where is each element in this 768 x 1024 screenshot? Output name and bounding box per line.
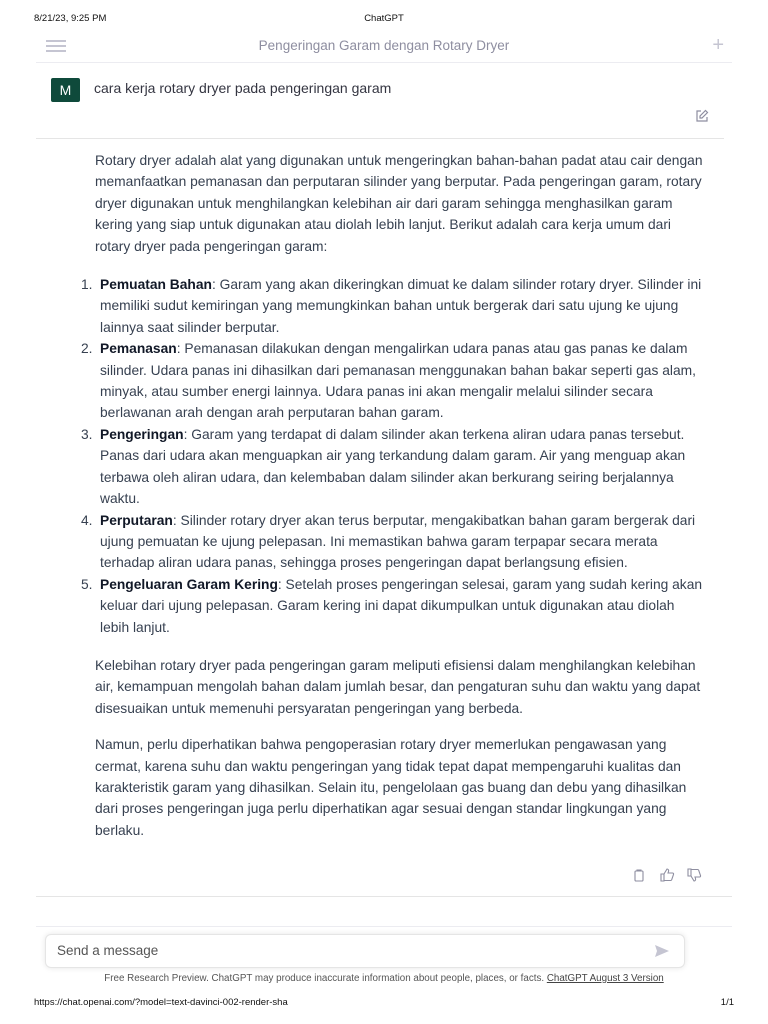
chat-topbar bbox=[36, 32, 732, 63]
step-text: : Garam yang terdapat di dalam silinder akan terkena aliran udara panas tersebut. Panas dari udara akan menguapkan air yang terkandung dalam garam. Air yang menguap akan terbawa oleh aliran udara, dan kelembaban dalam silinder akan berkurang seiring berjalannya waktu. bbox=[100, 426, 686, 507]
message-input[interactable] bbox=[45, 934, 685, 968]
divider bbox=[36, 926, 732, 927]
step-text: : Setelah proses pengeringan selesai, garam yang sudah kering akan keluar dari ujung pelepasan. Garam kering ini dapat dikumpulkan untuk digunakan atau diolah lebih lanjut. bbox=[100, 576, 703, 635]
step-text: : Garam yang akan dikeringkan dimuat ke dalam silinder rotary dryer. Silinder ini memiliki sudut kemiringan yang memungkinkan bahan untuk bergerak dari satu ujung ke ujung lainnya saat silinder berputar. bbox=[100, 277, 702, 335]
list-number: 2. bbox=[81, 341, 93, 357]
print-header bbox=[34, 13, 734, 27]
list-item bbox=[81, 338, 707, 424]
print-title: ChatGPT bbox=[364, 13, 404, 24]
footer-disclaimer bbox=[0, 973, 768, 984]
step-title: Pemanasan bbox=[100, 341, 177, 357]
conversation-title: Pengeringan Garam dengan Rotary Dryer bbox=[258, 38, 510, 53]
assistant-paragraph: Kelebihan rotary dryer pada pengeringan garam meliputi efisiensi dalam menghilangkan kelebihan air, kemampuan mengolah bahan dalam jumlah besar, dan pengaturan suhu dan waktu yang dapat disesuaikan untuk memenuhi persyaratan pengeringan yang berbeda. bbox=[95, 657, 701, 716]
list-number: 5. bbox=[81, 576, 93, 592]
thumbs-up-icon[interactable] bbox=[660, 868, 676, 884]
plus-icon[interactable]: + bbox=[712, 34, 724, 56]
step-text: : Silinder rotary dryer akan terus berputar, mengakibatkan bahan garam bergerak dari ujung pemuatan ke ujung pelepasan. Ini memastikan bahwa garam terpapar secara merata terhadap aliran udara panas, sehingga proses pengeringan dapat berlangsung efisien. bbox=[100, 512, 696, 571]
list-item bbox=[81, 274, 707, 338]
divider bbox=[36, 896, 732, 897]
user-message-text: cara kerja rotary dryer pada pengeringan garam bbox=[94, 80, 392, 96]
assistant-paragraph: Namun, perlu diperhatikan bahwa pengoperasian rotary dryer memerlukan pengawasan yang cermat, karena suhu dan waktu pengeringan yang tidak tepat dapat mempengaruhi kualitas dan karakteristik garam yang dihasilkan. Selain itu, pengelolaan gas buang dan debu yang dihasilkan dari proses pengeringan juga perlu diperhatikan agar sesuai dengan standar lingkungan yang berlaku. bbox=[95, 737, 687, 838]
step-text: : Pemanasan dilakukan dengan mengalirkan udara panas atau gas panas ke dalam silinder. Udara panas ini dihasilkan dari pemanasan menggunakan bahan bakar seperti gas alam, minyak, atau sumber energi lainnya. Udara panas ini akan mengalir melalui silinder secara berlawanan arah dengan arah perputaran bahan garam. bbox=[100, 341, 696, 421]
list-number: 1. bbox=[81, 277, 93, 293]
print-footer bbox=[34, 997, 734, 1011]
assistant-message bbox=[81, 150, 707, 856]
list-item bbox=[81, 574, 707, 638]
page-number: 1/1 bbox=[720, 997, 734, 1008]
list-number: 3. bbox=[81, 426, 93, 442]
list-item bbox=[81, 424, 707, 510]
steps-list bbox=[81, 274, 707, 638]
print-url: https://chat.openai.com/?model=text-davinci-002-render-sha bbox=[34, 997, 288, 1008]
step-title: Pemuatan Bahan bbox=[100, 277, 212, 293]
copy-icon[interactable] bbox=[632, 868, 648, 884]
avatar: M bbox=[51, 78, 80, 102]
thumbs-down-icon[interactable] bbox=[687, 868, 703, 884]
user-message bbox=[36, 66, 724, 139]
message-input-placeholder: Send a message bbox=[57, 943, 159, 958]
assistant-intro: Rotary dryer adalah alat yang digunakan untuk mengeringkan bahan-bahan padat atau cair dengan memanfaatkan pemanasan dan perputaran silinder yang berputar. Pada pengeringan garam, rotary dryer digunakan untuk menghilangkan kelebihan air dari garam sehingga menghasilkan garam kering yang siap untuk digunakan atau diolah lebih lanjut. Berikut adalah cara kerja umum dari rotary dryer pada pengeringan garam: bbox=[95, 153, 703, 254]
send-icon[interactable] bbox=[654, 944, 670, 958]
edit-icon[interactable] bbox=[694, 108, 710, 124]
step-title: Perputaran bbox=[100, 512, 173, 528]
version-link[interactable]: ChatGPT August 3 Version bbox=[546, 973, 664, 984]
print-datetime: 8/21/23, 9:25 PM bbox=[34, 13, 107, 24]
list-item bbox=[81, 510, 707, 574]
step-title: Pengeringan bbox=[100, 426, 184, 442]
step-title: Pengeluaran Garam Kering bbox=[100, 576, 278, 592]
disclaimer-text: Free Research Preview. ChatGPT may produce inaccurate information about people, places, or facts. bbox=[104, 973, 547, 984]
response-actions bbox=[630, 868, 710, 884]
list-number: 4. bbox=[81, 512, 93, 528]
